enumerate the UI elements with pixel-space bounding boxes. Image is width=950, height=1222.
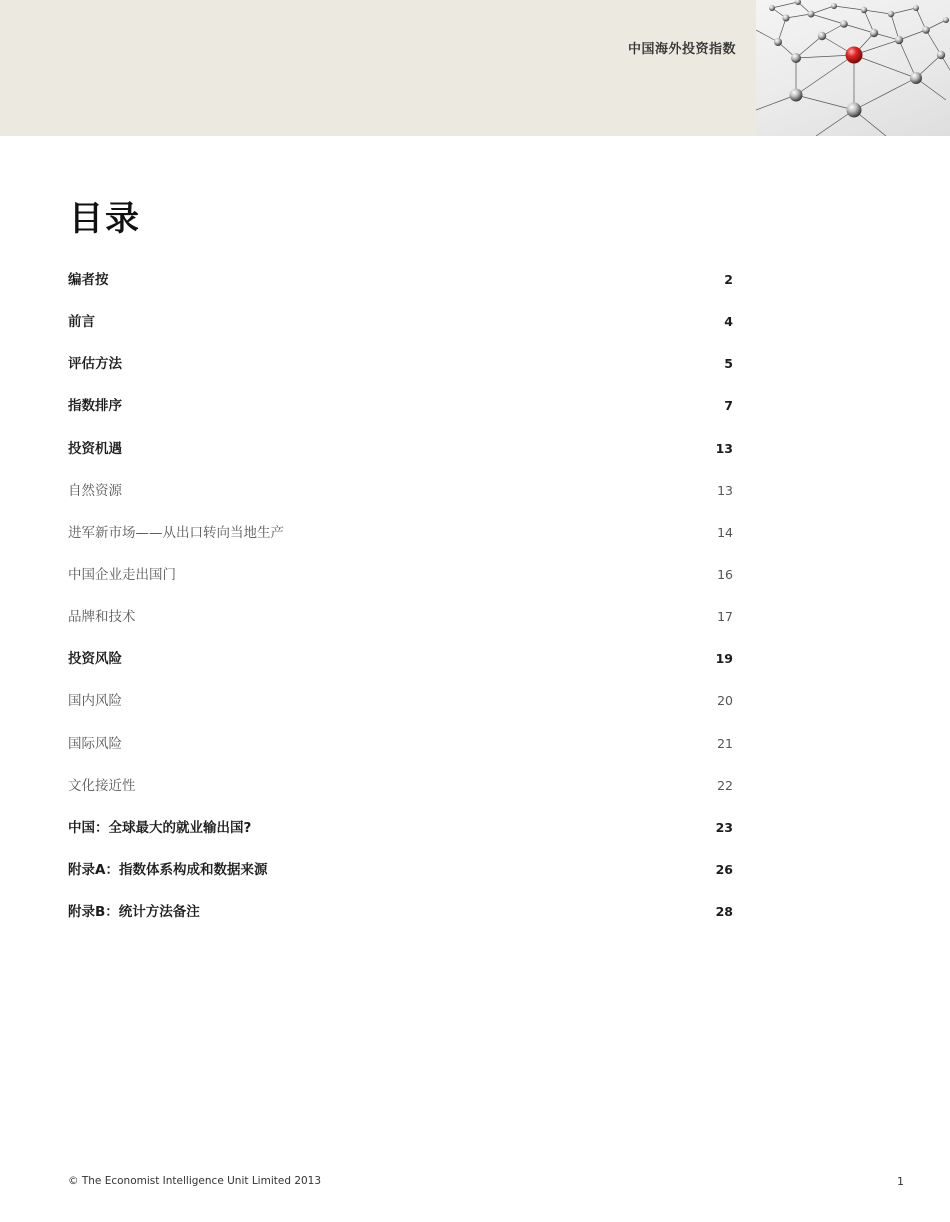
toc-entry-page-number: 17	[717, 609, 733, 625]
toc-entry[interactable]	[68, 396, 733, 438]
toc-entry-title: 中国企业走出国门	[68, 566, 176, 583]
toc-entry-page-number: 26	[715, 861, 733, 877]
network-illustration	[756, 0, 950, 136]
toc-entry-title: 国内风险	[68, 693, 122, 710]
toc-entry-title: 附录B：统计方法备注	[68, 904, 200, 921]
toc-entry[interactable]	[68, 270, 733, 312]
header-title: 中国海外投资指数	[627, 42, 736, 57]
toc-entry-page-number: 7	[724, 398, 733, 414]
toc-entry-page-number: 4	[724, 314, 733, 330]
toc-entry-title: 国际风险	[68, 735, 122, 752]
highlight-node	[846, 47, 863, 64]
toc-entry-page-number: 13	[717, 482, 733, 498]
toc-entry[interactable]	[68, 607, 733, 649]
toc-entry-page-number: 16	[717, 566, 733, 582]
page-title: 目录	[69, 199, 141, 239]
toc-entry-page-number: 23	[715, 819, 733, 835]
toc-entry[interactable]	[68, 649, 733, 691]
toc-entry[interactable]	[68, 734, 733, 776]
toc-entry-page-number: 2	[724, 272, 733, 287]
toc-entry-title: 指数排序	[68, 398, 122, 415]
footer-copyright: © The Economist Intelligence Unit Limited 2013	[68, 1175, 322, 1187]
footer-page-number: 1	[897, 1175, 904, 1188]
toc-entry-page-number: 5	[724, 356, 733, 372]
toc-entry-title: 自然资源	[68, 482, 122, 499]
toc-entry-title: 投资风险	[68, 651, 122, 668]
toc-entry-page-number: 20	[717, 693, 733, 709]
toc-entry-page-number: 21	[717, 735, 733, 751]
toc-entry-title: 中国：全球最大的就业输出国?	[68, 819, 252, 836]
toc-entry-page-number: 22	[717, 777, 733, 793]
toc-entry[interactable]	[68, 776, 733, 818]
toc-entry[interactable]	[68, 818, 733, 860]
toc-entry[interactable]	[68, 902, 733, 944]
toc-entry-title: 文化接近性	[68, 777, 136, 794]
toc-entry-title: 进军新市场——从出口转向当地生产	[68, 524, 284, 541]
toc-entry[interactable]	[68, 354, 733, 396]
toc-entry-title: 评估方法	[68, 356, 122, 373]
toc-entry[interactable]	[68, 523, 733, 565]
network-graphic	[756, 0, 950, 136]
toc-entry[interactable]	[68, 481, 733, 523]
header-band	[0, 0, 756, 136]
toc-entry[interactable]	[68, 439, 733, 481]
network-nodes	[769, 0, 949, 118]
toc-entry-page-number: 19	[715, 651, 733, 667]
table-of-contents	[68, 270, 733, 944]
toc-entry[interactable]	[68, 691, 733, 733]
toc-entry-page-number: 13	[715, 440, 733, 456]
toc-entry-page-number: 14	[717, 524, 733, 540]
toc-entry-title: 投资机遇	[68, 440, 122, 457]
toc-entry[interactable]	[68, 860, 733, 902]
toc-entry-page-number: 28	[715, 904, 733, 920]
toc-entry-title: 编者按	[68, 272, 109, 288]
toc-entry[interactable]	[68, 565, 733, 607]
toc-entry-title: 附录A：指数体系构成和数据来源	[68, 861, 268, 878]
toc-entry[interactable]	[68, 312, 733, 354]
toc-entry-title: 前言	[68, 314, 95, 331]
toc-entry-title: 品牌和技术	[68, 609, 136, 626]
